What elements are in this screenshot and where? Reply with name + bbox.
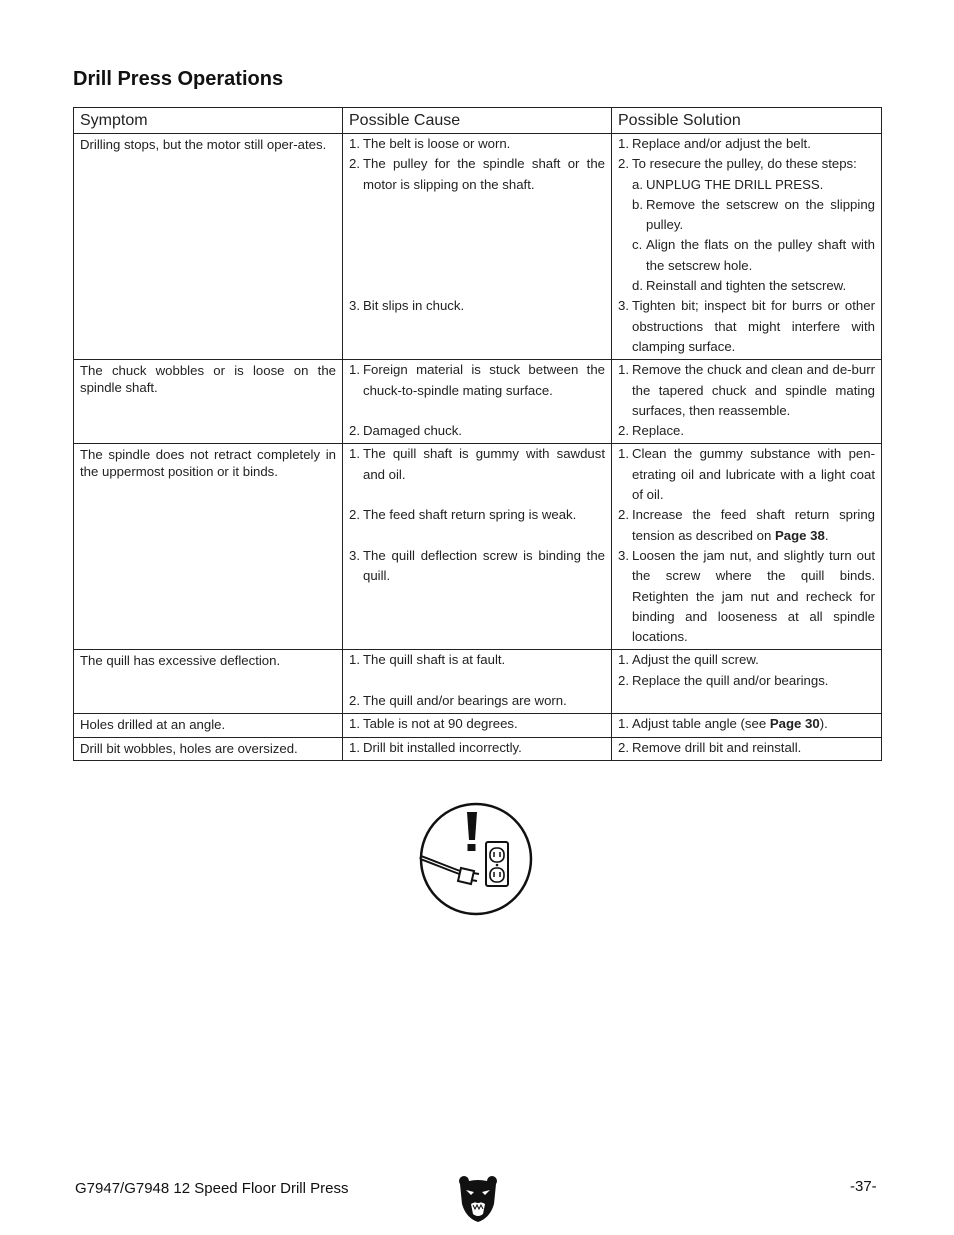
cause-text: Bit slips in chuck. (363, 298, 465, 314)
solution-text: Replace the quill and/or bearings. (632, 672, 829, 688)
page-number: -37- (850, 1178, 877, 1195)
solution-item (618, 738, 875, 758)
cause-cell (343, 134, 612, 360)
cause-cell (343, 737, 612, 760)
cause-number: 1. (349, 739, 360, 755)
cause-item (349, 296, 605, 316)
table-row (74, 360, 882, 444)
step-text: Align the flats on the pulley shaft with the setscrew hole. (646, 237, 875, 273)
cause-item (349, 421, 605, 441)
symptom-cell (74, 650, 343, 714)
solution-item (618, 505, 875, 546)
cause-item (349, 444, 605, 485)
solution-number: 2. (618, 156, 629, 172)
table-row (74, 134, 882, 360)
solution-text: Loosen the jam nut, and slightly turn out the screw where the quill binds. Retighten the jam nut and recheck for binding and looseness at all spindle locations. (632, 547, 875, 645)
page-reference: Page 38 (774, 527, 825, 543)
symptom-cell (74, 444, 343, 650)
solution-item (618, 360, 875, 421)
table-row (74, 737, 882, 760)
solution-item (618, 546, 875, 647)
unplug-warning-icon (418, 802, 534, 916)
table-row (74, 650, 882, 714)
header-possible-solution: Possible Solution (612, 108, 882, 134)
cause-text: The quill shaft is at fault. (363, 652, 506, 668)
cause-text: The feed shaft return spring is weak. (363, 507, 577, 523)
cause-number: 3. (349, 298, 360, 314)
solution-number: 1. (618, 652, 629, 668)
solution-item (618, 714, 875, 734)
solution-number: 1. (618, 362, 629, 378)
solution-item (618, 444, 875, 505)
table-header-row (74, 108, 882, 134)
solution-cell (612, 650, 882, 714)
solution-text: Adjust table angle (see Page 30). (632, 716, 828, 732)
step-text: Reinstall and tighten the setscrew. (646, 278, 847, 294)
cause-text: The pulley for the spindle shaft or the motor is slipping on the shaft. (363, 156, 605, 192)
step-text: UNPLUG THE DRILL PRESS. (646, 176, 824, 192)
step-letter: a. (632, 176, 643, 192)
solution-text: Remove the chuck and clean and de-burr the tapered chuck and spindle mating surfaces, then reassemble. (632, 362, 875, 418)
cause-item (349, 546, 605, 587)
troubleshooting-table (73, 107, 882, 761)
solution-step (618, 276, 875, 296)
symptom-text: The quill has excessive deflection. (80, 653, 281, 669)
solution-text: To resecure the pulley, do these steps: (632, 156, 857, 172)
symptom-text: Drilling stops, but the motor still oper-ates. (80, 137, 327, 152)
page-title: Drill Press Operations (73, 68, 284, 90)
cause-number: 1. (349, 716, 360, 732)
symptom-text: The spindle does not retract completely in the uppermost position or it binds. (80, 447, 336, 480)
solution-cell (612, 134, 882, 360)
cause-number: 1. (349, 136, 360, 151)
cause-text: Foreign material is stuck between the chuck-to-spindle mating surface. (363, 362, 605, 398)
step-letter: c. (632, 237, 643, 253)
cause-cell (343, 714, 612, 737)
cause-text: The quill deflection screw is binding the quill. (363, 547, 605, 584)
solution-number: 3. (618, 298, 629, 314)
solution-step (618, 235, 875, 276)
solution-number: 2. (618, 672, 629, 688)
grizzly-bear-logo-icon (458, 1174, 498, 1224)
solution-text: Replace. (632, 423, 685, 439)
cause-number: 1. (349, 446, 360, 462)
solution-item (618, 296, 875, 357)
solution-cell (612, 360, 882, 444)
cause-text: Table is not at 90 degrees. (363, 716, 518, 732)
cause-item (349, 714, 605, 734)
cause-item (349, 154, 605, 195)
cause-cell (343, 444, 612, 650)
header-symptom: Symptom (74, 108, 343, 134)
solution-number: 2. (618, 507, 629, 523)
solution-number: 2. (618, 739, 629, 755)
solution-number: 1. (618, 716, 629, 732)
symptom-cell (74, 714, 343, 737)
cause-cell (343, 650, 612, 714)
cause-text: The belt is loose or worn. (363, 136, 511, 151)
table-row (74, 444, 882, 650)
cause-number: 2. (349, 507, 360, 523)
cause-item (349, 691, 605, 711)
cause-number: 1. (349, 362, 360, 378)
cause-item (349, 134, 605, 154)
solution-step (618, 175, 875, 195)
symptom-text: Drill bit wobbles, holes are oversized. (80, 740, 298, 756)
symptom-text: Holes drilled at an angle. (80, 717, 226, 733)
cause-number: 2. (349, 693, 360, 709)
cause-number: 3. (349, 547, 360, 563)
solution-number: 2. (618, 423, 629, 439)
solution-cell (612, 714, 882, 737)
footer-model: G7947/G7948 12 Speed Floor Drill Press (75, 1180, 349, 1197)
table-row (74, 714, 882, 737)
cause-number: 1. (349, 652, 360, 668)
solution-number: 3. (618, 547, 629, 563)
symptom-text: The chuck wobbles or is loose on the spindle shaft. (80, 363, 336, 396)
page-reference: Page 30 (769, 716, 820, 732)
solution-number: 1. (618, 136, 629, 151)
step-letter: d. (632, 278, 643, 294)
solution-step (618, 195, 875, 236)
cause-item (349, 360, 605, 401)
solution-text: Increase the feed shaft return spring tension as described on Page 38. (632, 507, 875, 543)
cause-cell (343, 360, 612, 444)
solution-item (618, 671, 875, 691)
cause-item (349, 505, 605, 525)
solution-item (618, 134, 875, 154)
cause-item (349, 738, 605, 758)
header-possible-cause: Possible Cause (343, 108, 612, 134)
solution-item (618, 650, 875, 670)
cause-number: 2. (349, 156, 360, 172)
solution-item (618, 421, 875, 441)
solution-text: Replace and/or adjust the belt. (632, 136, 811, 151)
step-text: Remove the setscrew on the slipping pulley. (646, 196, 875, 233)
solution-cell (612, 737, 882, 760)
cause-item (349, 650, 605, 670)
symptom-cell (74, 134, 343, 360)
symptom-cell (74, 737, 343, 760)
cause-text: The quill shaft is gummy with sawdust and oil. (363, 446, 605, 482)
step-letter: b. (632, 196, 643, 212)
cause-text: Damaged chuck. (363, 423, 462, 439)
cause-text: Drill bit installed incorrectly. (363, 739, 522, 755)
symptom-cell (74, 360, 343, 444)
solution-cell (612, 444, 882, 650)
solution-text: Tighten bit; inspect bit for burrs or other obstructions that might interfere with clamping surface. (632, 298, 875, 354)
cause-text: The quill and/or bearings are worn. (363, 693, 567, 709)
solution-text: Remove drill bit and reinstall. (632, 739, 802, 755)
solution-item (618, 154, 875, 174)
solution-text: Clean the gummy substance with pen-etrating oil and lubricate with a light coat of oil. (632, 446, 875, 503)
cause-number: 2. (349, 423, 360, 439)
solution-text: Adjust the quill screw. (632, 652, 759, 668)
solution-number: 1. (618, 446, 629, 462)
